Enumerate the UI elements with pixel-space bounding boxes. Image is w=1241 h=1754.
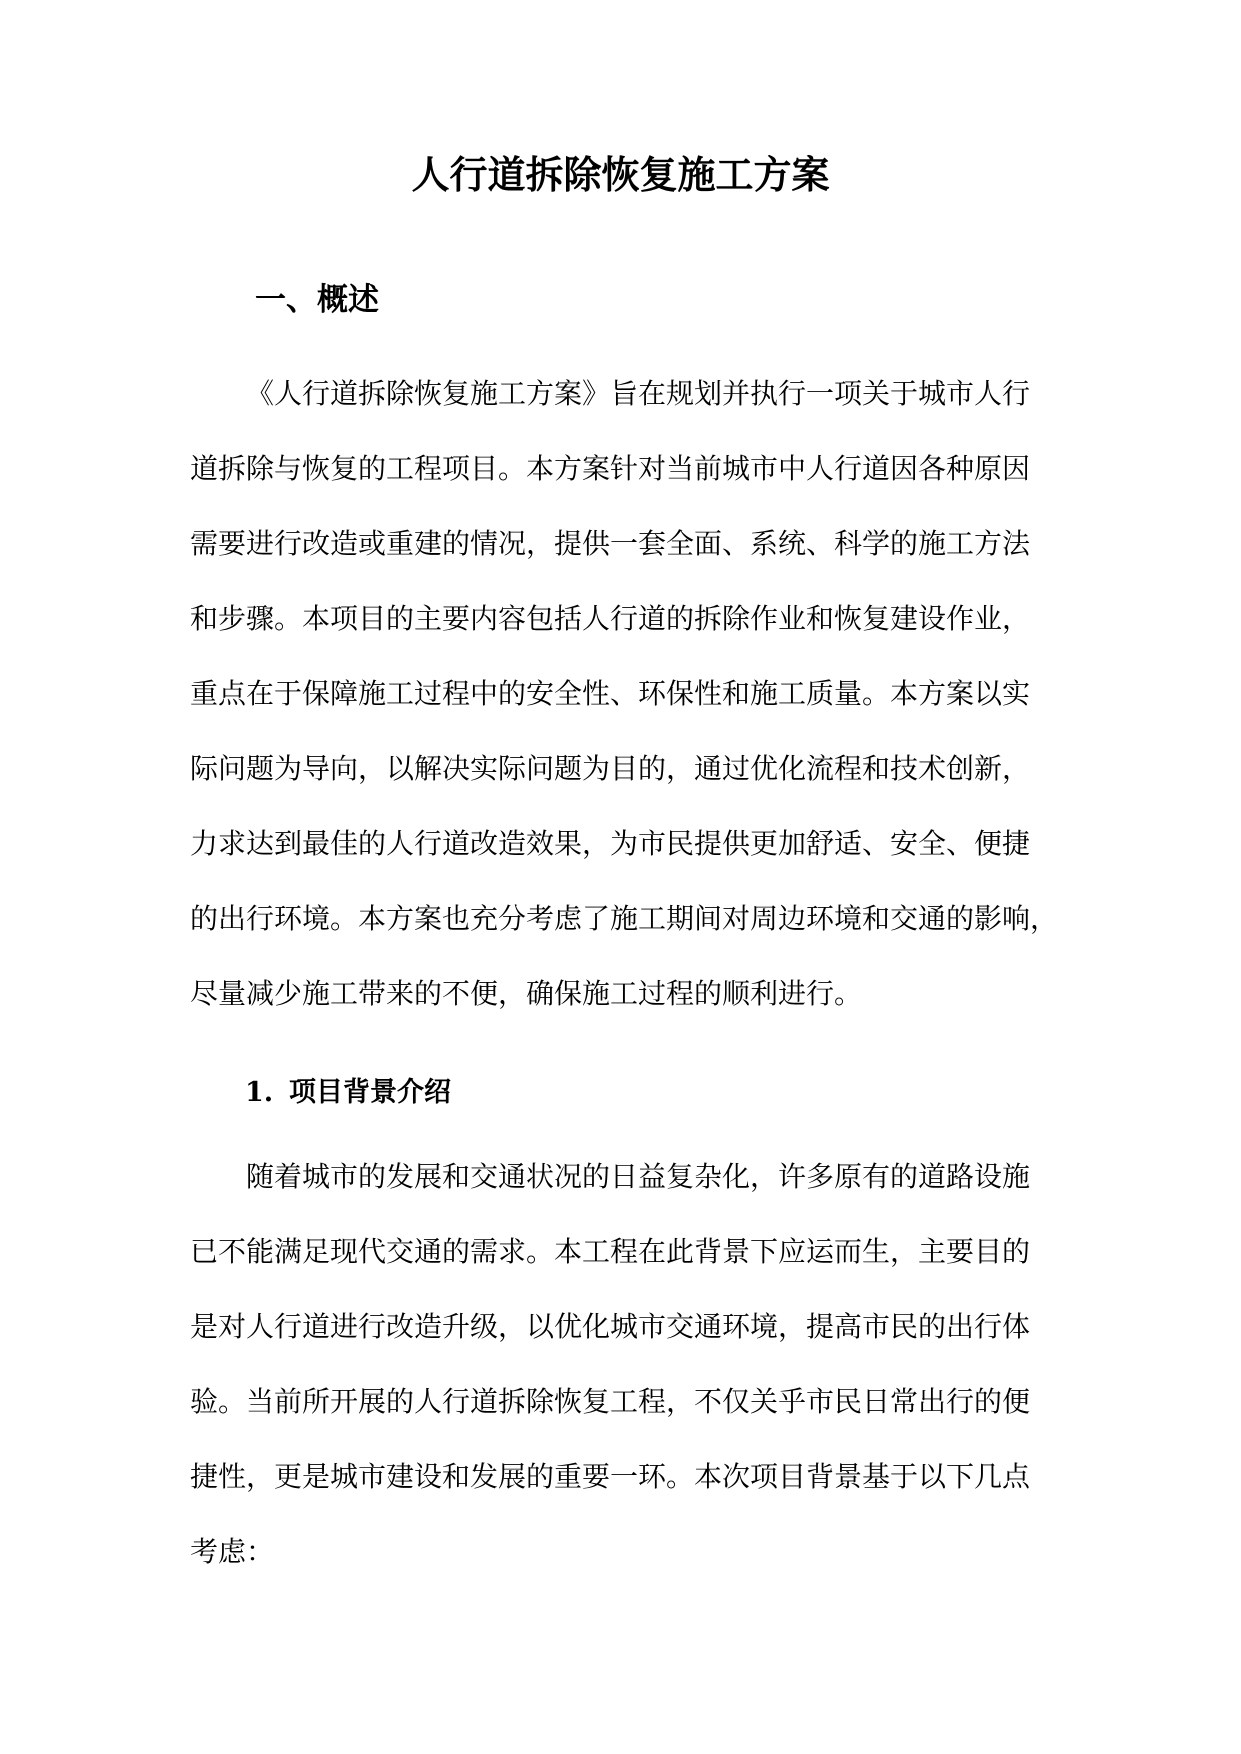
paragraph-line: 力求达到最佳的人行道改造效果，为市民提供更加舒适、安全、便捷	[190, 827, 1031, 860]
paragraph-line: 尽量减少施工带来的不便，确保施工过程的顺利进行。	[190, 977, 863, 1010]
paragraph-line: 验。当前所开展的人行道拆除恢复工程，不仅关乎市民日常出行的便	[190, 1385, 1031, 1418]
paragraph-line: 是对人行道进行改造升级，以优化城市交通环境，提高市民的出行体	[190, 1310, 1031, 1343]
overview-paragraph	[190, 356, 1065, 1031]
paragraph-line: 重点在于保障施工过程中的安全性、环保性和施工质量。本方案以实	[190, 677, 1031, 710]
document-title: 人行道拆除恢复施工方案	[411, 152, 830, 197]
paragraph-line: 际问题为导向，以解决实际问题为目的，通过优化流程和技术创新，	[190, 752, 1031, 785]
subsection-title: 项目背景介绍	[289, 1077, 451, 1108]
background-paragraph	[190, 1139, 1065, 1589]
paragraph-line: 捷性，更是城市建设和发展的重要一环。本次项目背景基于以下几点	[190, 1460, 1031, 1493]
section-heading-overview: 一、概述	[255, 282, 379, 318]
paragraph-line: 《人行道拆除恢复施工方案》旨在规划并执行一项关于城市人行	[246, 377, 1031, 410]
paragraph-line: 道拆除与恢复的工程项目。本方案针对当前城市中人行道因各种原因	[190, 452, 1031, 485]
paragraph-line: 需要进行改造或重建的情况，提供一套全面、系统、科学的施工方法	[190, 527, 1031, 560]
subsection-number: 1.	[245, 1077, 274, 1108]
paragraph-line: 的出行环境。本方案也充分考虑了施工期间对周边环境和交通的影响，	[190, 902, 1059, 935]
paragraph-line: 考虑：	[190, 1535, 275, 1568]
paragraph-line: 和步骤。本项目的主要内容包括人行道的拆除作业和恢复建设作业，	[190, 602, 1031, 635]
paragraph-line: 已不能满足现代交通的需求。本工程在此背景下应运而生，主要目的	[190, 1235, 1031, 1268]
subsection-heading-background	[245, 1073, 451, 1113]
paragraph-line: 随着城市的发展和交通状况的日益复杂化，许多原有的道路设施	[246, 1160, 1031, 1193]
